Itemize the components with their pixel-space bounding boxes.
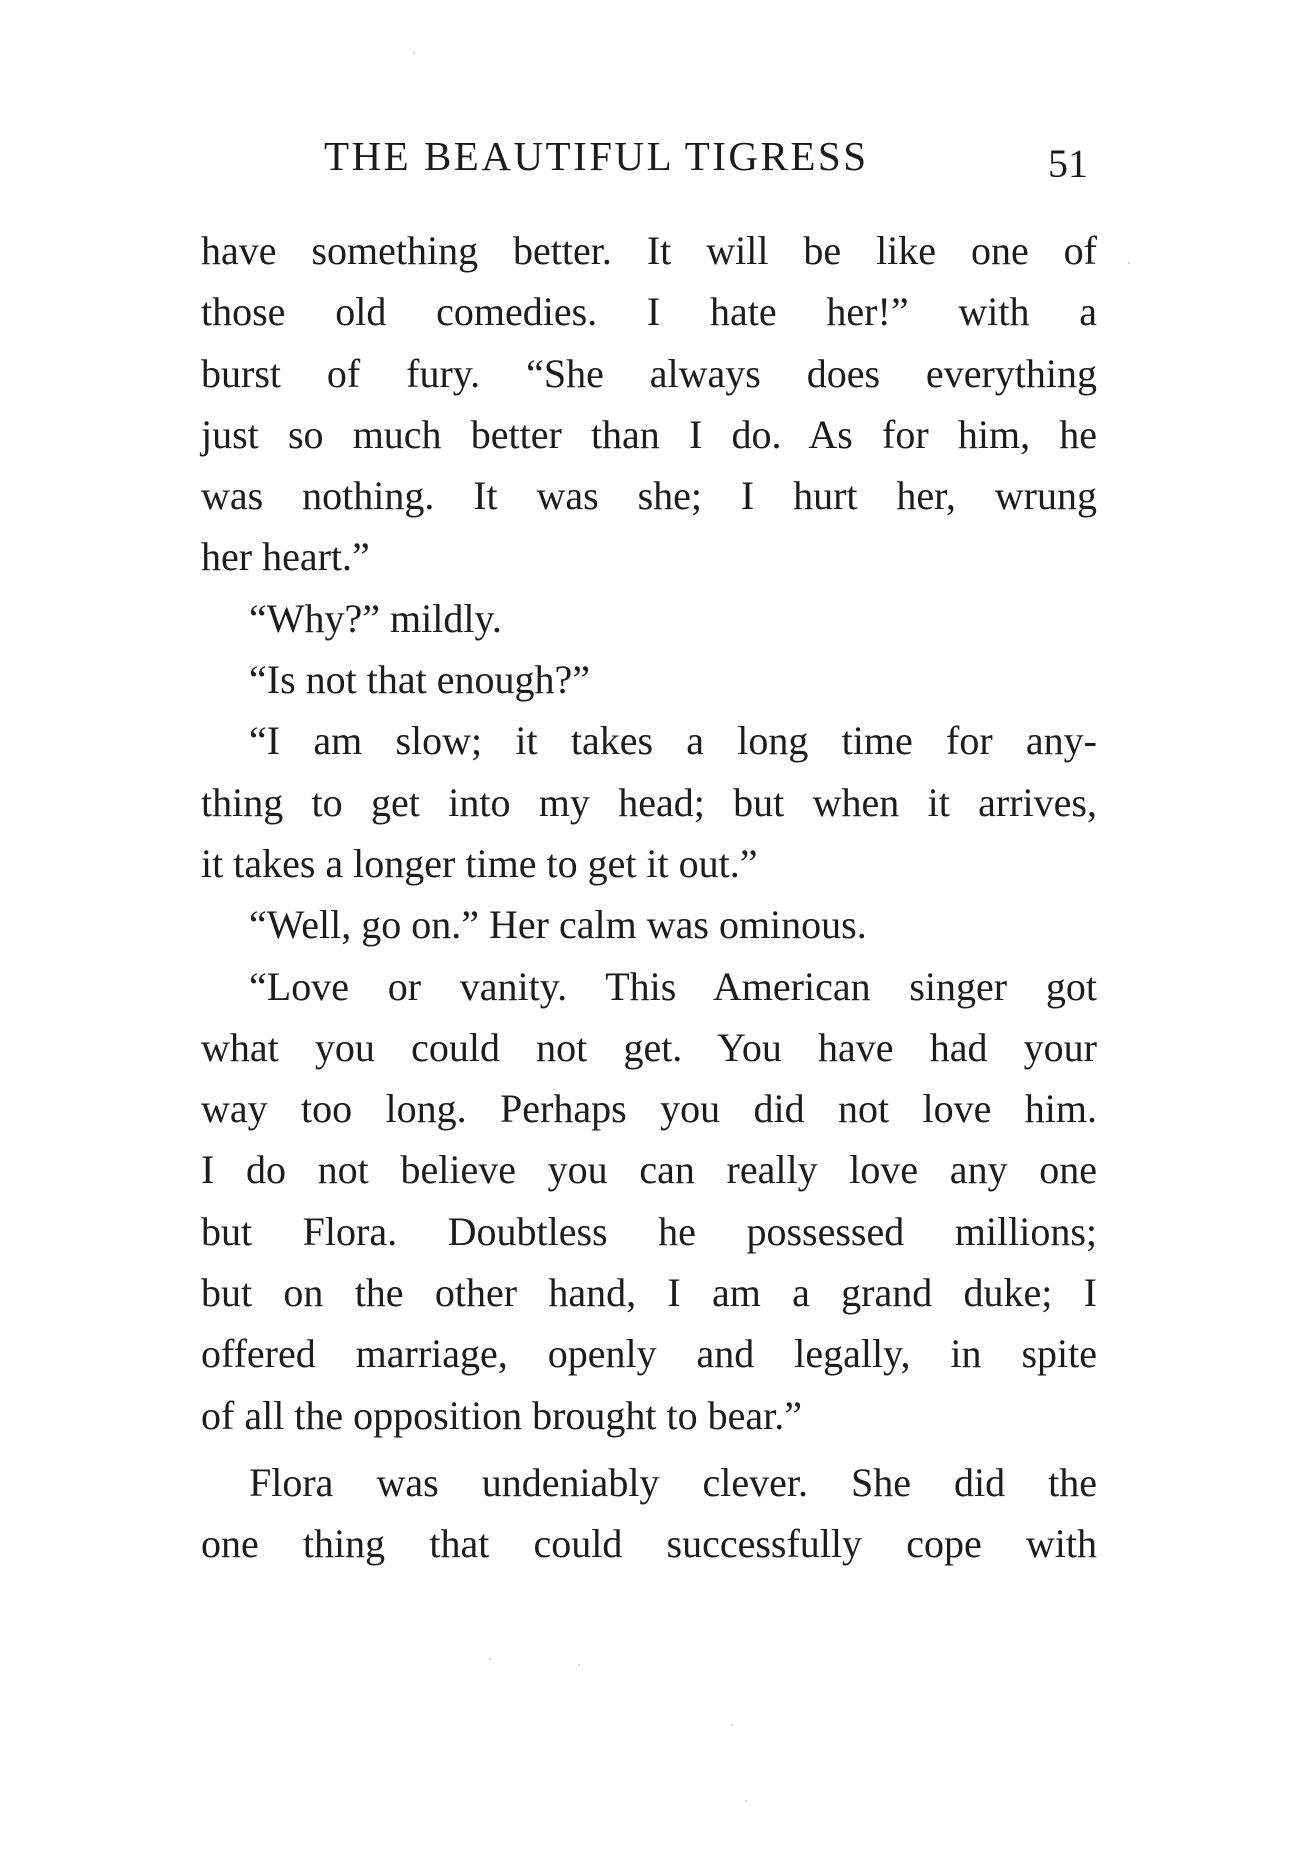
text-line: Flora was undeniably clever. She did the	[249, 1459, 1097, 1505]
scan-speck	[413, 52, 415, 54]
body-text	[201, 220, 1097, 1575]
scan-speck	[578, 1664, 580, 1666]
text-line: offered marriage, openly and legally, in spite	[201, 1331, 1097, 1377]
paragraph	[201, 710, 1097, 894]
paragraph	[201, 894, 1097, 955]
text-line: of all the opposition brought to bear.”	[201, 1392, 802, 1438]
text-line: those old comedies. I hate her!” with a	[201, 289, 1097, 335]
text-line: “Love or vanity. This American singer got	[249, 963, 1097, 1009]
scan-speck	[731, 1724, 733, 1726]
text-line: have something better. It will be like one of	[201, 228, 1097, 273]
text-line: but on the other hand, I am a grand duke; I	[201, 1270, 1097, 1316]
text-line: was nothing. It was she; I hurt her, wrung	[201, 473, 1097, 519]
page-number: 51	[1048, 141, 1088, 186]
text-line: thing to get into my head; but when it arrives,	[201, 779, 1097, 825]
text-line: burst of fury. “She always does everything	[201, 350, 1097, 396]
paragraph	[201, 1452, 1097, 1575]
text-line: what you could not get. You have had your	[201, 1024, 1097, 1070]
paragraph	[201, 956, 1097, 1446]
text-line: I do not believe you can really love any one	[201, 1147, 1097, 1193]
paragraph	[201, 649, 1097, 710]
text-line: it takes a longer time to get it out.”	[201, 840, 758, 886]
running-title: THE BEAUTIFUL TIGRESS	[324, 133, 869, 179]
scan-speck	[1128, 262, 1130, 264]
scan-speck	[745, 1800, 747, 1802]
text-line: “Is not that enough?”	[249, 657, 590, 703]
text-line: but Flora. Doubtless he possessed millions;	[201, 1208, 1097, 1254]
paragraph	[201, 588, 1097, 649]
scan-speck	[489, 1658, 491, 1660]
text-line: “Well, go on.” Her calm was ominous.	[249, 902, 867, 948]
text-line: “I am slow; it takes a long time for any-	[249, 718, 1097, 764]
text-line: way too long. Perhaps you did not love him.	[201, 1086, 1097, 1132]
text-line: one thing that could successfully cope with	[201, 1521, 1097, 1567]
text-line: her heart.”	[201, 534, 370, 580]
text-line: just so much better than I do. As for him, he	[201, 411, 1097, 457]
paragraph	[201, 220, 1097, 588]
page-header	[0, 126, 1294, 186]
text-line: “Why?” mildly.	[249, 595, 502, 641]
